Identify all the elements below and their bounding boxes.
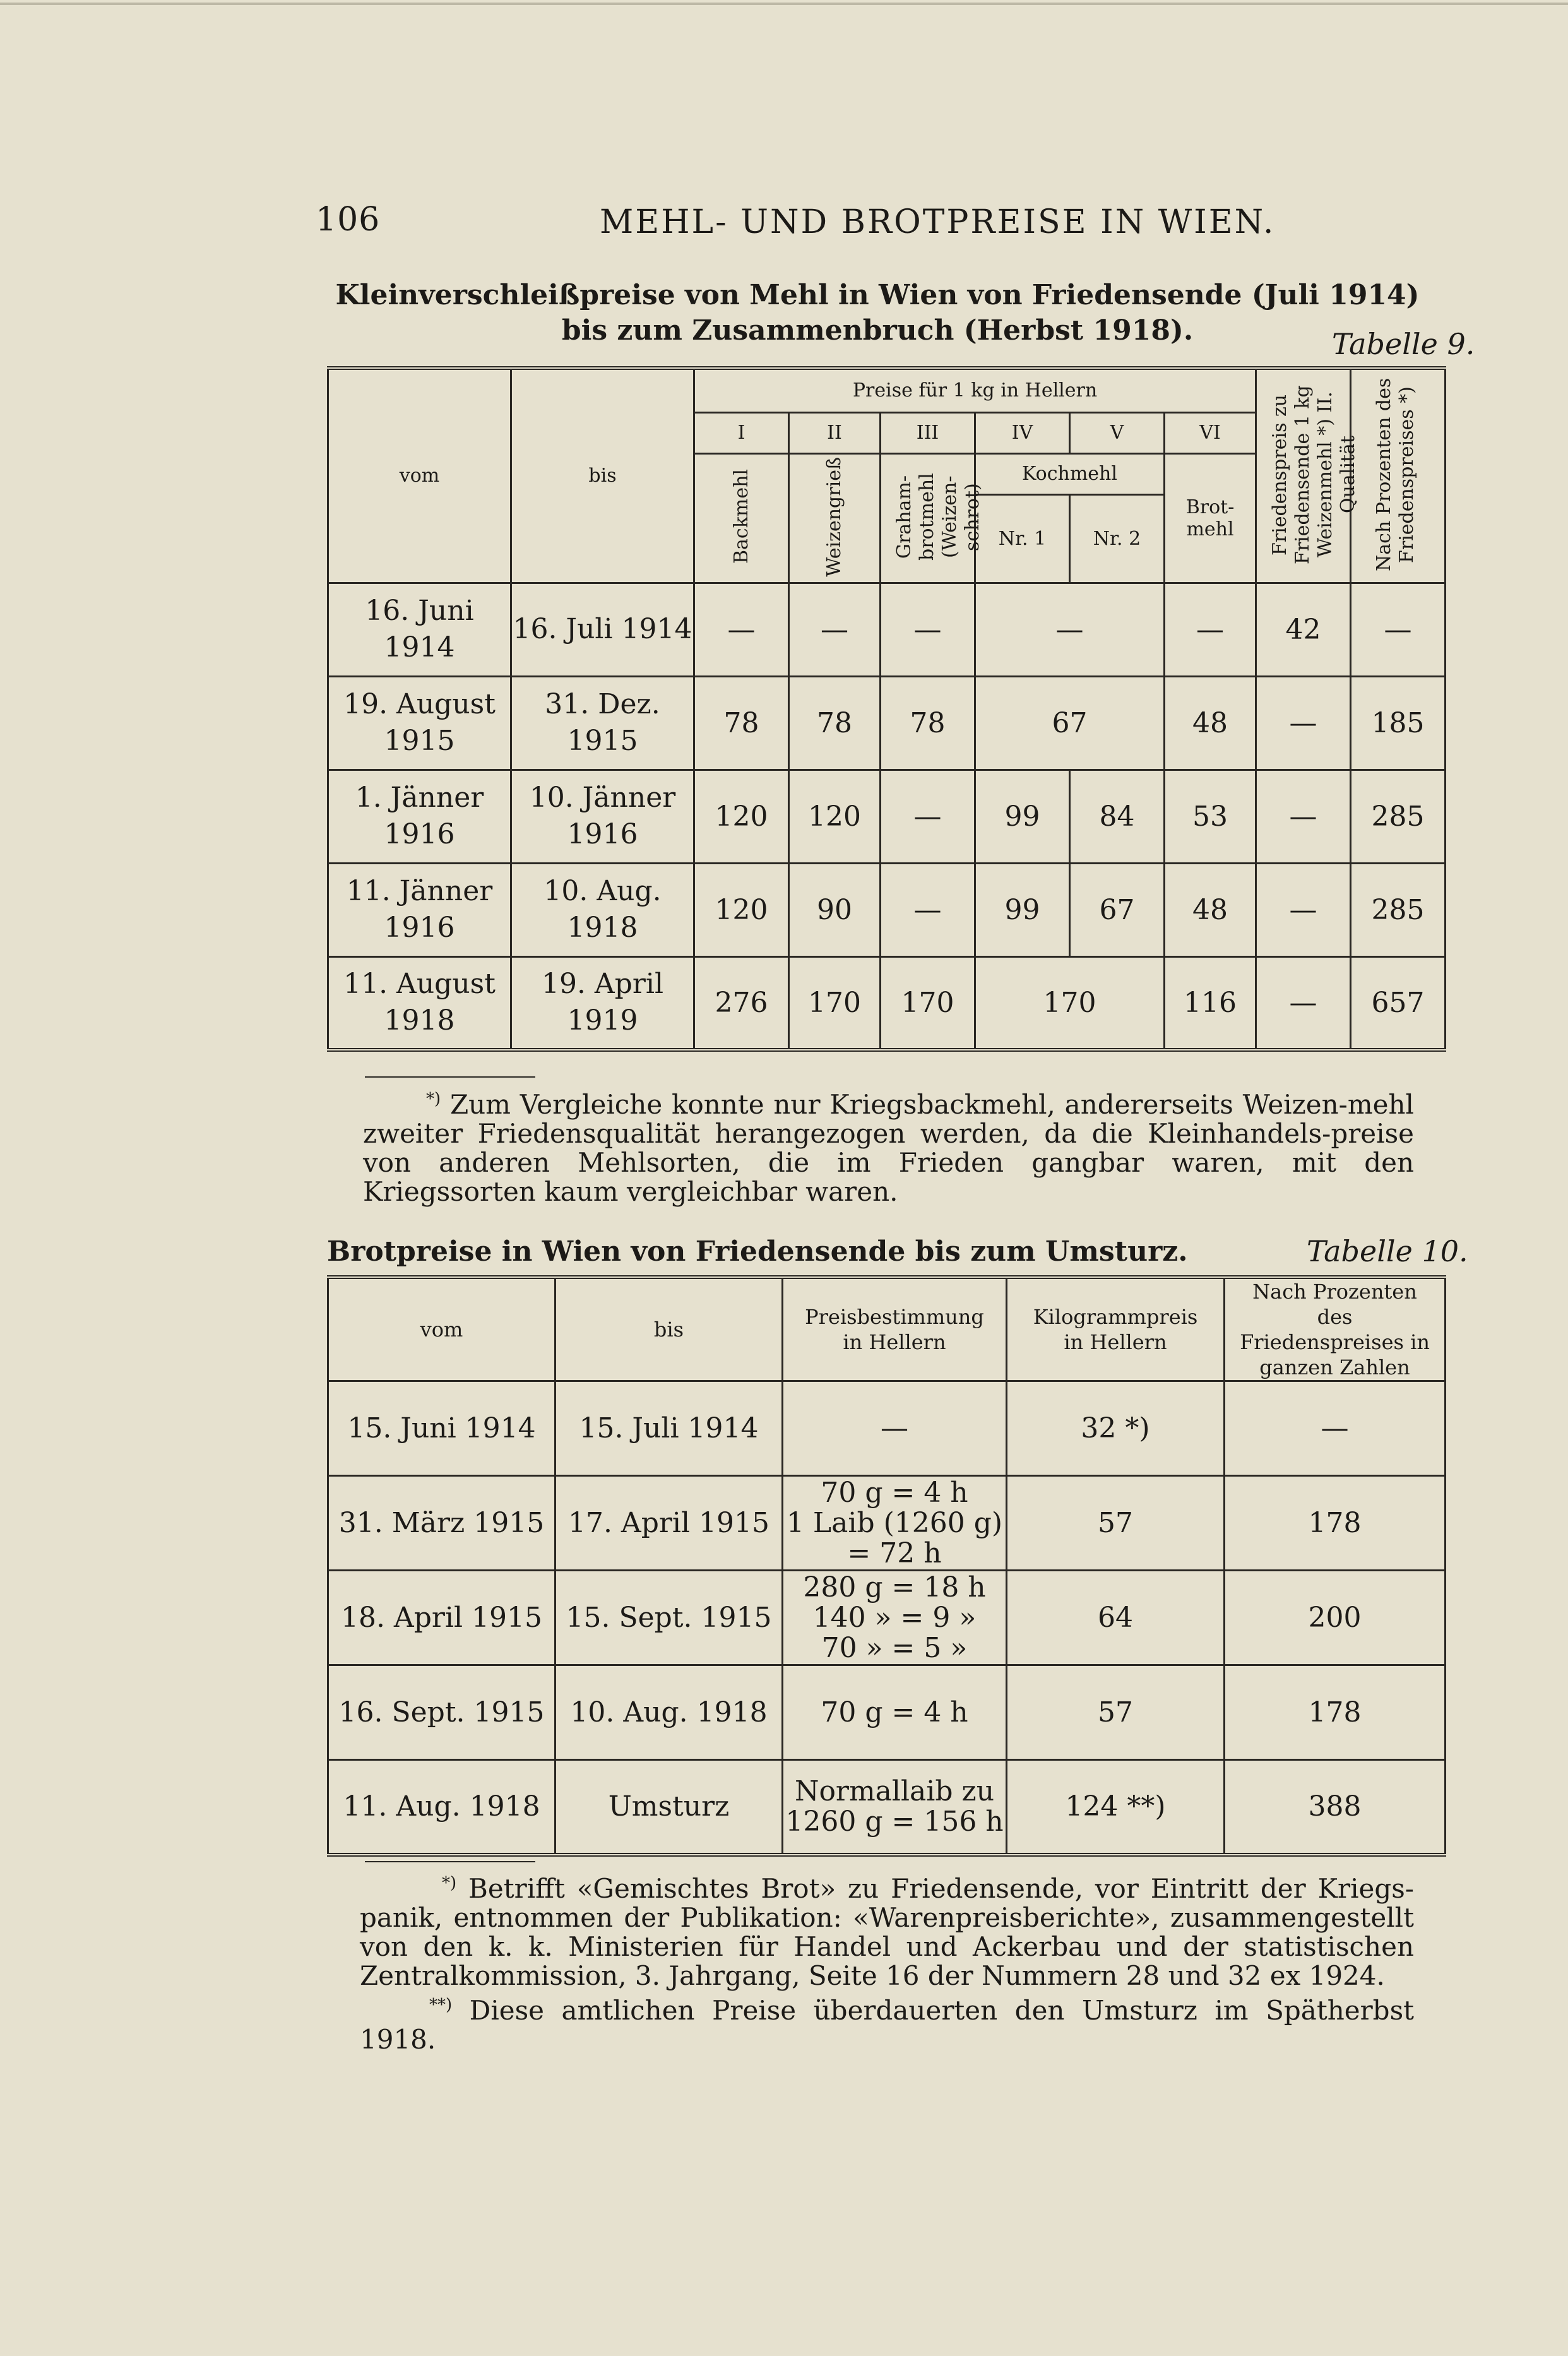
cell-value: 120 bbox=[694, 770, 789, 863]
table10-footnotes bbox=[360, 1869, 1414, 2054]
table-row bbox=[328, 770, 1446, 863]
cell-value: 90 bbox=[789, 863, 881, 956]
cell-value: — bbox=[1256, 863, 1351, 956]
col-header-prozent: Nach Prozenten des Friedenspreises in ganzen Zahlen bbox=[1225, 1277, 1446, 1381]
cell-preis bbox=[783, 1476, 1007, 1571]
table-row bbox=[328, 1760, 1446, 1855]
cell-pct: — bbox=[1225, 1381, 1446, 1476]
footnote-rule bbox=[365, 1861, 535, 1862]
cell-vom: 11. Aug. 1918 bbox=[328, 1760, 555, 1855]
cell-value: 276 bbox=[694, 956, 789, 1050]
col-header-vom: vom bbox=[328, 368, 511, 583]
cell-bis: 31. Dez. 1915 bbox=[511, 676, 694, 770]
roman-header: IV bbox=[975, 412, 1070, 453]
cell-value: 53 bbox=[1165, 770, 1256, 863]
table9-caption-line2: bis zum Zusammenbruch (Herbst 1918). bbox=[561, 314, 1194, 347]
cell-value: — bbox=[1256, 956, 1351, 1050]
col-header-weizengriess bbox=[789, 453, 881, 583]
cell-pct: 388 bbox=[1225, 1760, 1446, 1855]
cell-value: 285 bbox=[1351, 863, 1446, 956]
header-preise: Preise für 1 kg in Hellern bbox=[694, 368, 1256, 412]
preis-line: 70 g = 4 h bbox=[821, 1696, 968, 1728]
col-header-brotmehl: Brot-mehl bbox=[1165, 453, 1256, 583]
cell-value: — bbox=[1256, 676, 1351, 770]
footnote-text: Betrifft «Gemischtes Brot» zu Friedensende, vor Eintritt der Kriegs-panik, entnommen der Publikation: «Warenpreisberichte», zusammengestellt von den k. k. Ministerien für Handel und Ackerbau und der statistischen Zentralkommission, 3. Jahrgang, Seite 16 der Nummern 28 und 32 ex 1924. bbox=[360, 1873, 1414, 1991]
cell-value: 170 bbox=[881, 956, 975, 1050]
col-header-friedenspreis bbox=[1256, 368, 1359, 583]
cell-kg: 124 **) bbox=[1007, 1760, 1225, 1855]
cell-preis bbox=[783, 1665, 1007, 1760]
preis-line: 70 g = 4 h bbox=[821, 1476, 968, 1509]
cell-value: 48 bbox=[1165, 676, 1256, 770]
cell-value: 120 bbox=[694, 863, 789, 956]
weizengriess-label: Weizengrieß bbox=[823, 456, 845, 577]
col-header-preisbestimmung: Preisbestimmung in Hellern bbox=[783, 1277, 1007, 1381]
cell-value: — bbox=[881, 770, 975, 863]
backmehl-label: Backmehl bbox=[730, 469, 752, 564]
footnote-text: Diese amtlichen Preise überdauerten den Umsturz im Spätherbst 1918. bbox=[360, 1995, 1414, 2055]
roman-header: III bbox=[881, 412, 975, 453]
cell-preis bbox=[783, 1381, 1007, 1476]
page-number: 106 bbox=[316, 201, 381, 239]
table10 bbox=[327, 1275, 1446, 1857]
cell-value: 42 bbox=[1256, 583, 1351, 676]
table-row bbox=[328, 863, 1446, 956]
cell-value: 116 bbox=[1165, 956, 1256, 1050]
cell-value: 170 bbox=[975, 956, 1165, 1050]
cell-value: 67 bbox=[975, 676, 1165, 770]
cell-kg: 64 bbox=[1007, 1571, 1225, 1665]
cell-vom: 15. Juni 1914 bbox=[328, 1381, 555, 1476]
cell-value: 285 bbox=[1351, 770, 1446, 863]
col-header-prozent bbox=[1351, 368, 1446, 583]
cell-value: — bbox=[975, 583, 1165, 676]
friedenspreis-label: Friedenspreis zu Friedensende 1 kg Weizenmehl *) II. Qualität bbox=[1268, 384, 1359, 564]
cell-bis: 15. Juli 1914 bbox=[555, 1381, 783, 1476]
cell-preis bbox=[783, 1760, 1007, 1855]
prozent-label: Nach Prozenten des Friedenspreises *) bbox=[1372, 378, 1418, 571]
table9-caption bbox=[328, 278, 1427, 348]
cell-value: 657 bbox=[1351, 956, 1446, 1050]
col-header-backmehl bbox=[694, 453, 789, 583]
cell-value: 78 bbox=[881, 676, 975, 770]
cell-value: 67 bbox=[1070, 863, 1165, 956]
preis-line: 1 Laib (1260 g) bbox=[786, 1506, 1003, 1539]
cell-value: 99 bbox=[975, 863, 1070, 956]
cell-vom: 19. August 1915 bbox=[328, 676, 511, 770]
footnote-text: Zum Vergleiche konnte nur Kriegsbackmehl, andererseits Weizen-mehl zweiter Friedensqualität herangezogen werden, da die Kleinhandels-preise von anderen Mehlsorten, die im Frieden gangbar waren, mit den Kriegssorten kaum vergleichbar waren. bbox=[363, 1089, 1414, 1207]
preis-line: = 72 h bbox=[847, 1537, 942, 1569]
cell-bis: 10. Jänner 1916 bbox=[511, 770, 694, 863]
cell-value: — bbox=[789, 583, 881, 676]
cell-kg: 57 bbox=[1007, 1665, 1225, 1760]
table-row bbox=[328, 583, 1446, 676]
cell-value: 84 bbox=[1070, 770, 1165, 863]
cell-value: 120 bbox=[789, 770, 881, 863]
cell-value: — bbox=[881, 583, 975, 676]
cell-value: 78 bbox=[694, 676, 789, 770]
cell-value: 185 bbox=[1351, 676, 1446, 770]
preis-line: 280 g = 18 h bbox=[803, 1571, 986, 1603]
col-header-bis: bis bbox=[555, 1277, 783, 1381]
cell-value: 48 bbox=[1165, 863, 1256, 956]
footnote-marker: **) bbox=[429, 1996, 453, 2014]
cell-value: 99 bbox=[975, 770, 1070, 863]
table-row bbox=[328, 1665, 1446, 1760]
preis-line: 140 » = 9 » bbox=[812, 1601, 977, 1634]
roman-header: V bbox=[1070, 412, 1165, 453]
cell-value: — bbox=[694, 583, 789, 676]
roman-header: VI bbox=[1165, 412, 1256, 453]
table9-footnote bbox=[363, 1085, 1414, 1206]
preis-line: 1260 g = 156 h bbox=[785, 1805, 1004, 1838]
footnote-marker: *) bbox=[442, 1874, 457, 1893]
footnote-rule bbox=[365, 1076, 535, 1078]
cell-vom: 18. April 1915 bbox=[328, 1571, 555, 1665]
running-header bbox=[0, 201, 1568, 245]
col-header-graham bbox=[881, 453, 983, 583]
cell-value: — bbox=[1256, 770, 1351, 863]
roman-header: I bbox=[694, 412, 789, 453]
col-header-bis: bis bbox=[511, 368, 694, 583]
cell-bis: 17. April 1915 bbox=[555, 1476, 783, 1571]
roman-header: II bbox=[789, 412, 881, 453]
cell-kg: 57 bbox=[1007, 1476, 1225, 1571]
table-row bbox=[328, 1571, 1446, 1665]
graham-label: Graham-brotmehl (Weizen-schrot) bbox=[893, 473, 983, 561]
col-header-nr2: Nr. 2 bbox=[1070, 494, 1165, 583]
cell-value: 78 bbox=[789, 676, 881, 770]
cell-pct: 178 bbox=[1225, 1476, 1446, 1571]
cell-value: 170 bbox=[789, 956, 881, 1050]
cell-preis bbox=[783, 1571, 1007, 1665]
cell-vom: 1. Jänner 1916 bbox=[328, 770, 511, 863]
col-header-vom: vom bbox=[328, 1277, 555, 1381]
col-header-kilogrammpreis: Kilogrammpreis in Hellern bbox=[1007, 1277, 1225, 1381]
cell-pct: 200 bbox=[1225, 1571, 1446, 1665]
preis-line: — bbox=[881, 1412, 908, 1444]
cell-value: — bbox=[1165, 583, 1256, 676]
cell-vom: 16. Sept. 1915 bbox=[328, 1665, 555, 1760]
cell-vom: 31. März 1915 bbox=[328, 1476, 555, 1571]
running-title: MEHL- UND BROTPREISE IN WIEN. bbox=[600, 203, 1276, 241]
cell-kg: 32 *) bbox=[1007, 1381, 1225, 1476]
table9-label: Tabelle 9. bbox=[1332, 327, 1475, 361]
preis-line: 70 » = 5 » bbox=[821, 1631, 968, 1664]
cell-bis: 15. Sept. 1915 bbox=[555, 1571, 783, 1665]
preis-line: Normallaib zu bbox=[794, 1775, 995, 1807]
table9 bbox=[327, 366, 1446, 1052]
cell-vom: 11. Jänner 1916 bbox=[328, 863, 511, 956]
table-row bbox=[328, 1381, 1446, 1476]
cell-bis: 19. April 1919 bbox=[511, 956, 694, 1050]
cell-pct: 178 bbox=[1225, 1665, 1446, 1760]
cell-value: — bbox=[1351, 583, 1446, 676]
table-row bbox=[328, 956, 1446, 1050]
table10-label: Tabelle 10. bbox=[1307, 1234, 1468, 1268]
table-row bbox=[328, 1476, 1446, 1571]
cell-vom: 11. August 1918 bbox=[328, 956, 511, 1050]
cell-bis: 16. Juli 1914 bbox=[511, 583, 694, 676]
col-header-nr1: Nr. 1 bbox=[975, 494, 1070, 583]
cell-bis: 10. Aug. 1918 bbox=[511, 863, 694, 956]
cell-value: — bbox=[881, 863, 975, 956]
table-row bbox=[328, 676, 1446, 770]
cell-bis: Umsturz bbox=[555, 1760, 783, 1855]
table10-caption: Brotpreise in Wien von Friedensende bis zum Umsturz. bbox=[327, 1235, 1188, 1268]
table9-caption-line1: Kleinverschleißpreise von Mehl in Wien von Friedensende (Juli 1914) bbox=[335, 279, 1420, 311]
cell-bis: 10. Aug. 1918 bbox=[555, 1665, 783, 1760]
cell-vom: 16. Juni 1914 bbox=[328, 583, 511, 676]
header-kochmehl: Kochmehl bbox=[975, 453, 1165, 494]
page-edge-line bbox=[0, 3, 1568, 5]
footnote-marker: *) bbox=[426, 1090, 441, 1109]
